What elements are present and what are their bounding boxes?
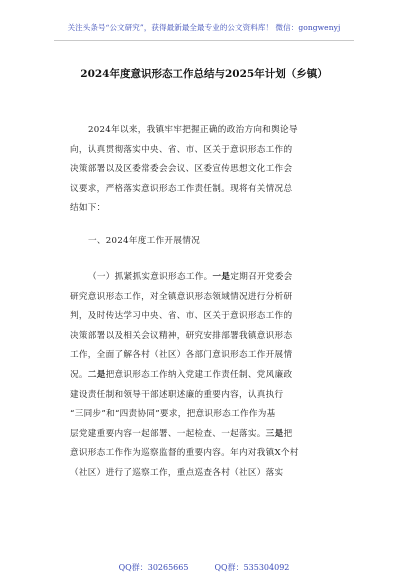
intro-line: 议要求，严格落实意识形态工作责任制。现将有关情况总: [70, 183, 293, 194]
emphasis-marker: 三是: [265, 428, 284, 439]
emphasis-marker: 二是: [87, 369, 106, 380]
header-banner: 关注头条号“公文研究”，获得最新最全最专业的公文资料库！ 微信：gongwenyj: [67, 23, 341, 32]
section-line-rest: 把意识形态工作纳入党建工作责任制、党风廉政: [105, 369, 293, 380]
section-line-rest: 定期召开党委会: [230, 272, 293, 282]
section-line: 判，及时传达学习中央、省、市、区关于意识形态工作的: [70, 311, 293, 322]
section-line: （社区）进行了巡察工作，重点巡查各村（社区）落实: [70, 467, 284, 478]
section-line: “三同步”和“四责协同”要求，把意识形态工作作为基: [70, 409, 276, 420]
emphasis-marker: 一是: [212, 272, 231, 282]
section-line-rest: 把: [283, 428, 293, 439]
header-divider: [54, 40, 354, 41]
section-line: 建设责任制和领导干部述职述廉的重要内容，认真执行: [70, 389, 284, 400]
intro-line: 决策部署以及区委常委会会议、区委宣传思想文化工作会: [70, 164, 293, 175]
section-line: 决策部署以及相关会议精神，研究安排部署我镇意识形态: [70, 330, 293, 341]
section-line: 工作，全面了解各村（社区）各部门意识形态工作开展情: [70, 350, 293, 361]
footer-qq-group-2: QQ群：535304092: [214, 563, 290, 572]
section-paragraph: [70, 268, 338, 546]
footer-qq-group-1: QQ群：30265665: [118, 563, 189, 572]
intro-line: 向，认真贯彻落实中央、省、市、区关于意识形态工作的: [70, 144, 293, 155]
section-line: [70, 268, 338, 288]
section-line-text: （一）抓紧抓实意识形态工作。: [88, 272, 213, 282]
section-line: [70, 425, 338, 445]
section-heading: 一、2024年度工作开展情况: [88, 236, 201, 246]
section-line: 研究意识形态工作，对全镇意识形态领域情况进行分析研: [70, 291, 293, 302]
footer-contacts: [0, 562, 408, 573]
section-line: [70, 366, 338, 386]
intro-line: 2024年以来，我镇牢牢把握正确的政治方向和舆论导: [88, 125, 298, 135]
section-line-text: 层党建重要内容一起部署、一起检查、一起落实。: [70, 428, 266, 439]
intro-line: 结如下：: [70, 203, 106, 214]
section-line: 意识形态工作作为巡察监督的重要内容。年内对我镇X个村: [70, 448, 299, 459]
section-line-text: 况。: [70, 369, 88, 380]
intro-paragraph: [70, 121, 338, 219]
document-title: 2024年度意识形态工作总结与2025年计划（乡镇）: [80, 68, 328, 80]
